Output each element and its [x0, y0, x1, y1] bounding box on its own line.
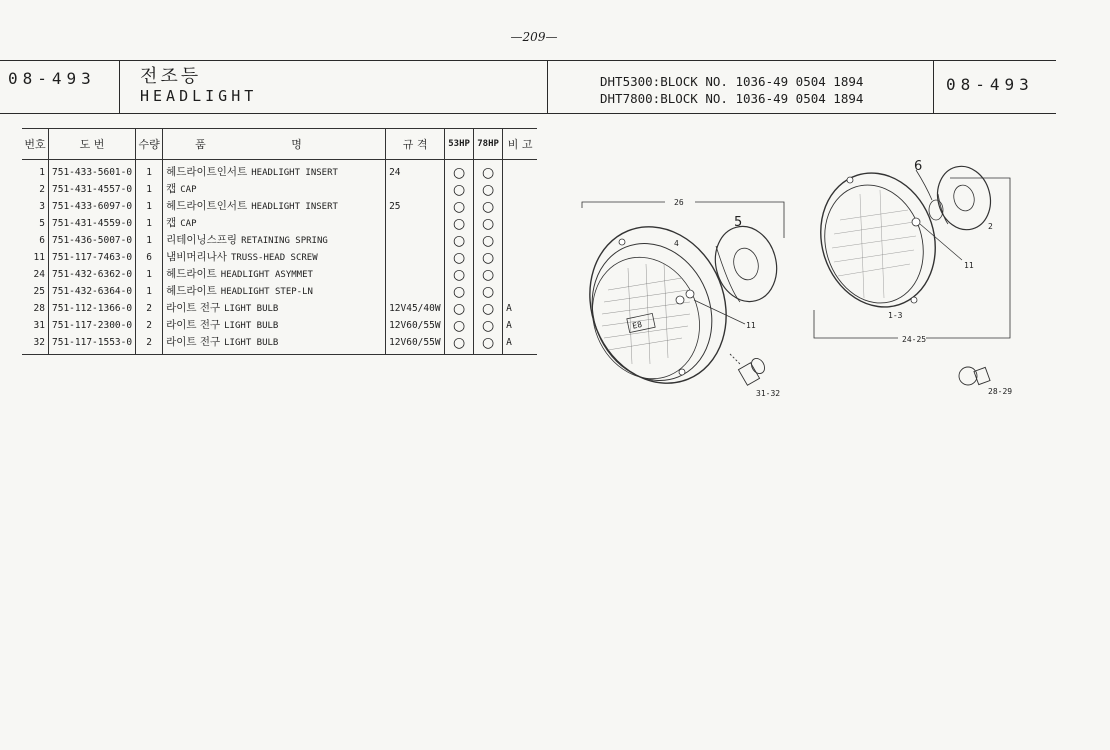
part-name-korean: 헤드라이트인서트 — [166, 200, 248, 212]
part-name — [163, 266, 386, 283]
quantity: 1 — [136, 198, 163, 215]
title-english: HEADLIGHT — [140, 87, 258, 105]
remarks — [503, 215, 538, 232]
fitment-53hp: ○ — [445, 300, 474, 317]
remarks: A — [506, 302, 512, 314]
part-name-english: CAP — [180, 219, 197, 229]
remarks — [503, 266, 538, 283]
part-name-english: CAP — [180, 185, 197, 195]
fitment-53hp: ○ — [445, 317, 474, 334]
remarks — [503, 198, 538, 215]
part-name — [163, 160, 386, 182]
quantity: 1 — [136, 181, 163, 198]
specification — [386, 181, 445, 198]
right-headlight-rim — [804, 158, 953, 322]
remarks — [503, 181, 538, 198]
part-name-korean: 리테이닝스프링 — [166, 234, 238, 246]
remarks — [503, 232, 538, 249]
table-row — [22, 198, 537, 215]
part-name — [163, 232, 386, 249]
col-header-name-b: 명 — [291, 138, 302, 151]
table-row — [22, 232, 537, 249]
part-name-english: TRUSS-HEAD SCREW — [230, 253, 318, 263]
parts-table — [22, 128, 537, 355]
callout-left-rim: 4 — [674, 239, 679, 248]
right-headlight-lens — [832, 190, 916, 298]
quantity: 1 — [136, 266, 163, 283]
part-number: 751-432-6362-0 — [49, 266, 136, 283]
callout-right-screw: 11 — [964, 261, 974, 270]
fitment-78hp: ○ — [474, 266, 503, 283]
part-name — [163, 198, 386, 215]
table-row — [22, 181, 537, 198]
part-ref-no: 24 — [22, 266, 49, 283]
remarks: A — [503, 334, 538, 355]
left-headlight-rim — [570, 206, 749, 404]
part-ref-no: 31 — [22, 317, 49, 334]
remarks — [503, 249, 538, 266]
col-header-53hp: 53HP — [445, 129, 474, 160]
fitment-78hp: ○ — [474, 160, 503, 182]
callout-right-insert: 1-3 — [888, 311, 903, 320]
fitment-78hp: ○ — [474, 249, 503, 266]
callout-left-screw: 11 — [746, 321, 756, 330]
part-name-english: RETAINING SPRING — [241, 236, 328, 246]
part-name-english: HEADLIGHT ASYMMET — [220, 270, 313, 280]
section-code-left: 08-493 — [0, 61, 120, 113]
part-name — [163, 300, 386, 317]
part-name — [163, 215, 386, 232]
page-header — [0, 60, 1056, 114]
part-name — [163, 181, 386, 198]
fitment-78hp: ○ — [474, 232, 503, 249]
part-ref-no: 6 — [22, 232, 49, 249]
fitment-53hp: ○ — [445, 249, 474, 266]
quantity: 6 — [136, 249, 163, 266]
part-number: 751-436-5007-0 — [49, 232, 136, 249]
part-name — [163, 249, 386, 266]
part-name-english: LIGHT BULB — [224, 321, 279, 331]
fitment-78hp: ○ — [474, 300, 503, 317]
part-name-english: HEADLIGHT STEP-LN — [220, 287, 313, 297]
part-name-korean: 냄비머리나사 — [166, 251, 227, 263]
table-row — [22, 300, 537, 317]
col-header-name-a: 품 — [195, 138, 206, 151]
col-header-remarks: 비 고 — [503, 129, 538, 160]
part-number: 751-433-6097-0 — [49, 198, 136, 215]
fitment-78hp: ○ — [474, 215, 503, 232]
leader-left-screw — [694, 300, 745, 324]
col-header-qty: 수량 — [136, 129, 163, 160]
specification — [386, 283, 445, 300]
left-cap — [707, 220, 785, 309]
block-line-2: DHT7800:BLOCK NO. 1036-49 0504 1894 — [600, 91, 864, 106]
left-bulb — [730, 354, 767, 385]
fitment-53hp: ○ — [445, 266, 474, 283]
block-line-1: DHT5300:BLOCK NO. 1036-49 0504 1894 — [600, 74, 864, 89]
callout-left-group: 26 — [674, 198, 684, 207]
fitment-78hp: ○ — [474, 283, 503, 300]
specification: 12V60/55W — [386, 334, 445, 355]
part-name-korean: 헤드라이트인서트 — [166, 166, 248, 178]
col-header-spec: 규 격 — [386, 129, 445, 160]
quantity: 1 — [136, 283, 163, 300]
part-ref-no: 1 — [22, 160, 49, 182]
part-name-english: LIGHT BULB — [224, 338, 279, 348]
quantity: 2 — [136, 334, 163, 355]
callout-right-group: 24-25 — [902, 335, 927, 344]
fitment-78hp: ○ — [474, 198, 503, 215]
leader-right-screw — [920, 224, 962, 260]
table-row — [22, 215, 537, 232]
quantity: 1 — [136, 232, 163, 249]
col-header-78hp: 78HP — [474, 129, 503, 160]
headlight-exploded-drawing — [570, 150, 1050, 410]
specification: 25 — [386, 198, 445, 215]
col-header-name — [163, 129, 386, 160]
part-name-korean: 라이트 전구 — [166, 336, 221, 348]
left-group-bracket — [582, 202, 784, 238]
part-number: 751-117-1553-0 — [49, 334, 136, 355]
part-name-korean: 캡 — [166, 183, 177, 195]
left-headlight-lens — [602, 264, 690, 364]
specification: 24 — [386, 160, 445, 182]
part-name-english: HEADLIGHT INSERT — [251, 168, 338, 178]
part-name-korean: 캡 — [166, 217, 177, 229]
specification: 12V60/55W — [386, 317, 445, 334]
remarks — [503, 283, 538, 300]
part-name-korean: 라이트 전구 — [166, 319, 221, 331]
parts-table-body — [22, 160, 537, 355]
table-row — [22, 249, 537, 266]
callout-right-bulb: 28-29 — [988, 387, 1013, 396]
callout-right-spring: 6 — [914, 159, 923, 174]
remarks: A — [506, 319, 512, 331]
right-retaining-spring — [916, 170, 943, 220]
quantity: 1 — [136, 215, 163, 232]
part-name — [163, 334, 386, 355]
part-name — [163, 283, 386, 300]
part-ref-no: 5 — [22, 215, 49, 232]
table-row — [22, 160, 537, 182]
part-ref-no: 3 — [22, 198, 49, 215]
callout-right-cap: 2 — [988, 222, 993, 231]
part-number: 751-112-1366-0 — [49, 300, 136, 317]
part-number: 751-432-6364-0 — [49, 283, 136, 300]
col-header-drawing-no: 도 번 — [49, 129, 136, 160]
part-number: 751-431-4559-0 — [49, 215, 136, 232]
fitment-53hp: ○ — [445, 232, 474, 249]
fitment-78hp: ○ — [474, 317, 503, 334]
quantity: 2 — [136, 317, 163, 334]
left-rim-screws — [619, 239, 694, 375]
table-row — [22, 334, 537, 355]
col-header-no: 번호 — [22, 129, 49, 160]
table-row — [22, 317, 537, 334]
part-name-english: LIGHT BULB — [224, 304, 279, 314]
part-number: 751-431-4557-0 — [49, 181, 136, 198]
right-bulb — [959, 367, 990, 385]
part-name-korean: 헤드라이트 — [166, 285, 217, 297]
part-number: 751-433-5601-0 — [49, 160, 136, 182]
fitment-53hp: ○ — [445, 283, 474, 300]
right-group-frame — [814, 178, 1010, 338]
part-ref-no: 32 — [22, 334, 49, 355]
part-ref-no: 2 — [22, 181, 49, 198]
specification — [386, 232, 445, 249]
fitment-53hp: ○ — [445, 160, 474, 182]
table-row — [22, 283, 537, 300]
callout-left-cap: 5 — [734, 215, 743, 230]
title-box — [120, 61, 548, 113]
section-code-right: 08-493 — [946, 75, 1034, 94]
fitment-53hp: ○ — [445, 215, 474, 232]
specification — [386, 249, 445, 266]
specification — [386, 215, 445, 232]
remarks — [503, 160, 538, 182]
part-ref-no: 25 — [22, 283, 49, 300]
fitment-53hp: ○ — [445, 334, 474, 355]
lens-marking: E8 — [631, 319, 643, 331]
part-number: 751-117-2300-0 — [49, 317, 136, 334]
fitment-53hp: ○ — [445, 181, 474, 198]
page-number: —209— — [510, 30, 558, 44]
specification — [386, 266, 445, 283]
block-numbers — [548, 61, 934, 113]
fitment-78hp: ○ — [474, 334, 503, 355]
part-name-english: HEADLIGHT INSERT — [251, 202, 338, 212]
part-ref-no: 28 — [22, 300, 49, 317]
part-number: 751-117-7463-0 — [49, 249, 136, 266]
part-ref-no: 11 — [22, 249, 49, 266]
quantity: 1 — [136, 160, 163, 182]
fitment-53hp: ○ — [445, 198, 474, 215]
table-header-row — [22, 129, 537, 160]
table-row — [22, 266, 537, 283]
part-name-korean: 헤드라이트 — [166, 268, 217, 280]
quantity: 2 — [136, 300, 163, 317]
title-korean: 전조등 — [140, 66, 202, 87]
callout-left-bulb: 31-32 — [756, 389, 781, 398]
part-name — [163, 317, 386, 334]
part-name-korean: 라이트 전구 — [166, 302, 221, 314]
fitment-78hp: ○ — [474, 181, 503, 198]
specification: 12V45/40W — [386, 300, 445, 317]
